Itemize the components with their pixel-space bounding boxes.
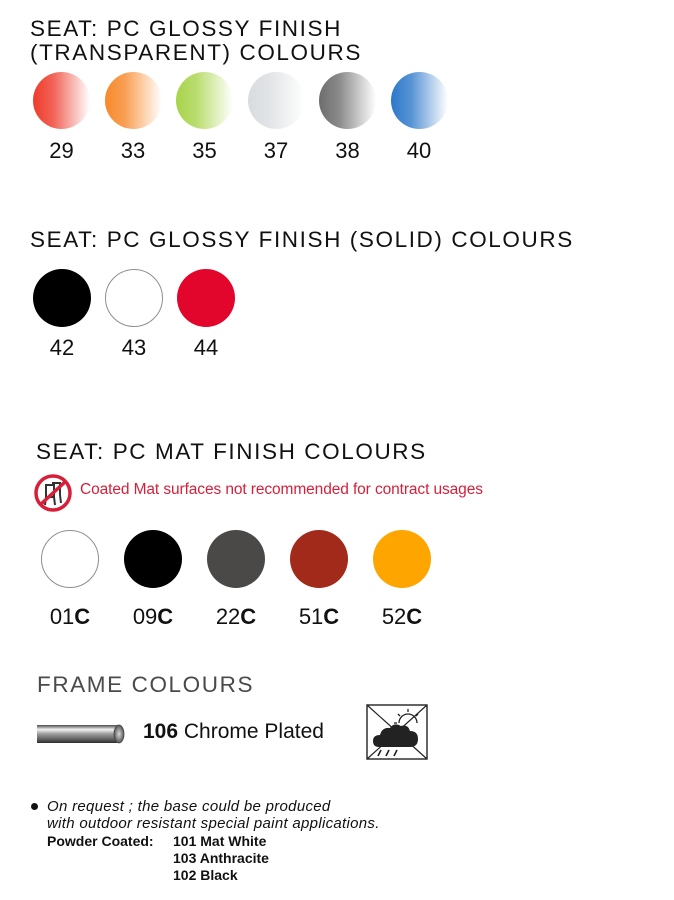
mat-swatch-01C — [41, 530, 99, 588]
transparent-code-label: 40 — [406, 138, 432, 163]
powder-option-1: 101 Mat White — [173, 833, 267, 849]
mat-code-label: 22C — [215, 604, 257, 629]
transparent-swatch-33 — [105, 72, 162, 129]
mat-code-label: 52C — [381, 604, 423, 629]
frame-option — [143, 720, 324, 744]
powder-option-3: 102 Black — [173, 867, 238, 883]
transparent-title-line1: SEAT: PC GLOSSY FINISH — [30, 16, 342, 41]
transparent-swatch-38 — [319, 72, 376, 129]
note-line2: with outdoor resistant special paint applications. — [47, 815, 380, 832]
frame-title: FRAME COLOURS — [37, 672, 255, 697]
transparent-code-label: 35 — [192, 138, 217, 163]
transparent-code-label: 33 — [120, 138, 146, 163]
mat-code-label: 51C — [298, 604, 340, 629]
solid-swatch-44 — [177, 269, 235, 327]
note-text — [47, 798, 380, 832]
mat-swatch-09C — [124, 530, 182, 588]
note-bullet — [31, 803, 38, 810]
solid-code-label: 44 — [193, 335, 219, 360]
transparent-code-label: 29 — [49, 138, 74, 163]
transparent-code-label: 38 — [335, 138, 360, 163]
powder-option-2: 103 Anthracite — [173, 850, 269, 866]
solid-swatch-42 — [33, 269, 91, 327]
frame-name: Chrome Plated — [183, 720, 324, 743]
chrome-tube-swatch — [35, 722, 125, 746]
solid-code-label: 43 — [121, 335, 147, 360]
mat-swatch-22C — [207, 530, 265, 588]
mat-code-label: 01C — [49, 604, 91, 629]
transparent-swatch-29 — [33, 72, 90, 129]
no-outdoor-weather-icon — [365, 703, 429, 761]
mat-swatch-52C — [373, 530, 431, 588]
transparent-swatch-37 — [248, 72, 305, 129]
mat-warning-text: Coated Mat surfaces not recommended for contract usages — [80, 481, 483, 498]
powder-coated-label: Powder Coated: — [47, 833, 154, 849]
mat-swatch-51C — [290, 530, 348, 588]
solid-title: SEAT: PC GLOSSY FINISH (SOLID) COLOURS — [30, 227, 574, 252]
mat-code-label: 09C — [132, 604, 174, 629]
solid-swatch-43 — [105, 269, 163, 327]
note-line1: On request ; the base could be produced — [47, 798, 331, 815]
transparent-swatch-40 — [391, 72, 448, 129]
no-stacking-icon — [31, 473, 75, 513]
frame-code: 106 — [143, 720, 179, 743]
transparent-title-line2: (TRANSPARENT) COLOURS — [30, 40, 362, 65]
transparent-code-label: 37 — [263, 138, 289, 163]
solid-code-label: 42 — [49, 335, 75, 360]
transparent-swatch-35 — [176, 72, 233, 129]
mat-title: SEAT: PC MAT FINISH COLOURS — [36, 439, 427, 464]
